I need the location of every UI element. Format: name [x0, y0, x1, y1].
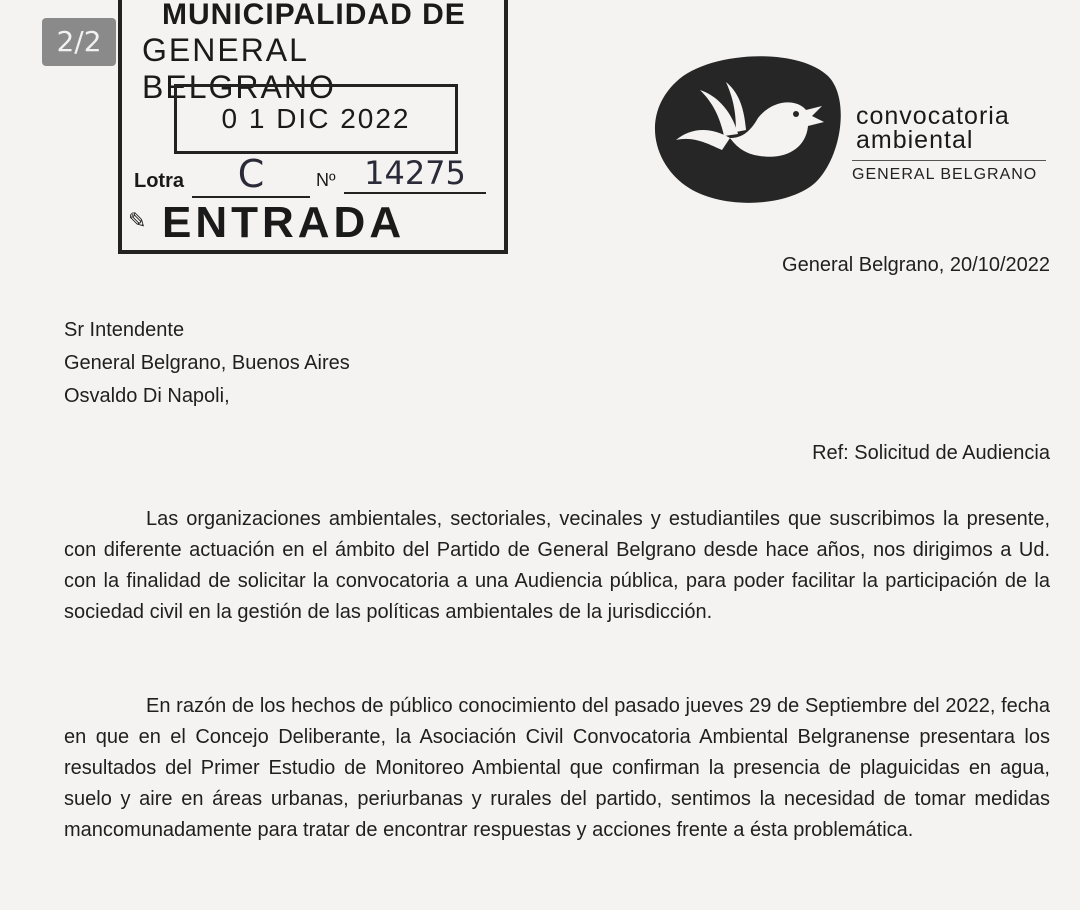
addressee-line: Sr Intendente — [64, 319, 185, 341]
letter-place-date: General Belgrano, 20/10/2022 — [782, 254, 1050, 276]
stamp-mark-icon: ✎ — [128, 208, 147, 233]
logo-blob-shape — [655, 56, 841, 203]
bird-eye — [793, 111, 799, 117]
logo-name-line2: ambiental — [856, 126, 974, 154]
page-indicator: 2/2 — [42, 18, 116, 66]
letter-paragraph: Las organizaciones ambientales, sectoriales, vecinales y estudiantiles que suscribimos la presente, con diferente actuación en el ámbito del Partido de General Belgrano desde hace años, nos dirigimos a Ud. con la finalidad de solicitar la convocatoria a una Audiencia pública, para poder facilitar la participación de la sociedad civil en la gestión de las políticas ambientales de la jurisdicción. — [64, 508, 1050, 623]
logo-divider — [852, 160, 1046, 161]
stamp-letra-label: Lotra — [134, 170, 184, 192]
stamp-letra-value: C — [192, 152, 310, 198]
stamp-entrada: ENTRADA — [162, 198, 406, 247]
letter-addressee — [64, 314, 350, 413]
stamp-number-label: Nº — [316, 170, 336, 190]
stamp-city: GENERAL BELGRANO — [142, 32, 336, 105]
stamp-municipality: MUNICIPALIDAD DE — [162, 0, 466, 31]
letter-paragraph: En razón de los hechos de público conocimiento del pasado jueves 29 de Septiembre del 2022, fecha en que en el Concejo Deliberante, la Asociación Civil Convocatoria Ambiental Belgranense presentara los resultados del Primer Estudio de Monitoreo Ambiental que confirman la presencia de plaguicidas en agua, suelo y aire en áreas urbanas, periurbanas y rurales del partido, sentimos la necesidad de tomar medidas mancomunadamente para tratar de encontrar respuestas y acciones frente a ésta problemática. — [64, 695, 1050, 841]
letter-reference: Ref: Solicitud de Audiencia — [812, 442, 1050, 464]
logo-place: GENERAL BELGRANO — [852, 166, 1038, 183]
addressee-line: General Belgrano, Buenos Aires — [64, 352, 350, 374]
addressee-line: Osvaldo Di Napoli, — [64, 385, 230, 407]
logo-name-line1: convocatoria — [856, 102, 1010, 130]
bird-logo-icon — [646, 52, 842, 204]
entry-stamp — [118, 0, 508, 254]
logo-name — [856, 104, 1010, 152]
stamp-number-value: 14275 — [344, 154, 486, 194]
stamp-date: 0 1 DIC 2022 — [174, 84, 458, 154]
